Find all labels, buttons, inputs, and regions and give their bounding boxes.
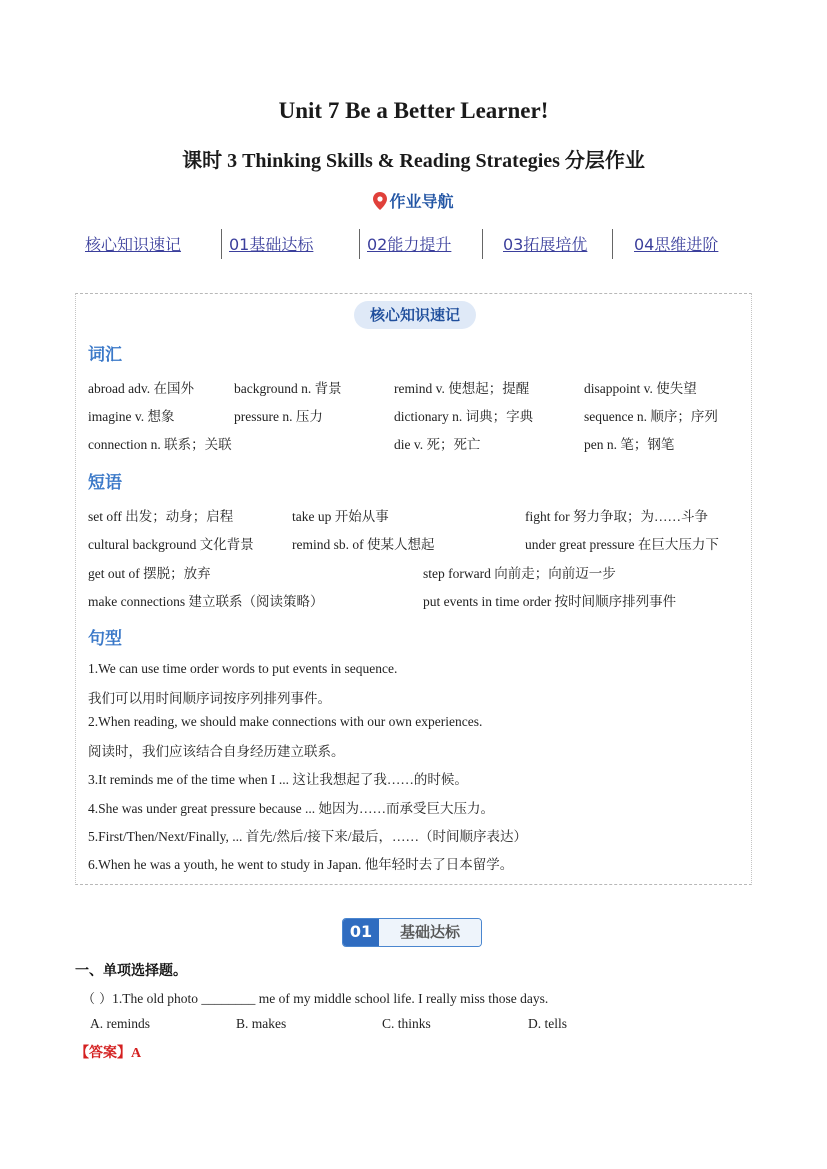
vocab-item: sequence n. 顺序；序列 (584, 409, 718, 424)
phrase-item: take up 开始从事 (292, 509, 389, 524)
nav-divider (359, 229, 360, 259)
option-a[interactable]: A. reminds (90, 1016, 150, 1031)
answer-paren[interactable]: （ ） (82, 992, 113, 1007)
nav-divider (482, 229, 483, 259)
vocab-item: abroad adv. 在国外 (88, 381, 194, 396)
phrase-item: step forward 向前走；向前迈一步 (423, 566, 616, 581)
section-number: 01 (343, 919, 379, 946)
question-stem-line (82, 988, 548, 1007)
phrase-item: make connections 建立联系（阅读策略） (88, 594, 324, 609)
nav-divider (221, 229, 222, 259)
option-c[interactable]: C. thinks (382, 1016, 431, 1031)
vocab-item: dictionary n. 词典；字典 (394, 409, 534, 424)
answer-line (75, 1042, 141, 1062)
sentence-heading: 句型 (88, 629, 122, 649)
nav-link-03[interactable]: 03拓展培优 (503, 235, 588, 254)
vocab-item: connection n. 联系；关联 (88, 437, 232, 452)
vocab-item: pen n. 笔；钢笔 (584, 437, 675, 452)
answer-value: A (131, 1046, 142, 1061)
answer-label: 【答案】 (75, 1045, 131, 1061)
phrase-item: remind sb. of 使某人想起 (292, 537, 435, 552)
page-subtitle: 课时 3 Thinking Skills & Reading Strategies 分层作业 (182, 150, 645, 172)
option-d[interactable]: D. tells (528, 1016, 567, 1031)
phrase-heading: 短语 (88, 473, 122, 493)
sentence-line: 4.She was under great pressure because ... 她因为……而承受巨大压力。 (88, 801, 495, 816)
vocab-item: pressure n. 压力 (234, 409, 323, 424)
nav-link-02[interactable]: 02能力提升 (367, 235, 452, 254)
knowledge-pill: 核心知识速记 (354, 301, 476, 329)
section-label: 基础达标 (379, 919, 481, 946)
vocab-item: remind v. 使想起；提醒 (394, 381, 530, 396)
sentence-line: 3.It reminds me of the time when I ... 这让我想起了我……的时候。 (88, 772, 468, 787)
nav-heading (0, 189, 827, 212)
sentence-line: 阅读时，我们应该结合自身经历建立联系。 (88, 744, 345, 759)
location-pin-icon (373, 192, 387, 210)
sentence-line: 1.We can use time order words to put events in sequence. (88, 661, 398, 676)
vocab-item: die v. 死；死亡 (394, 437, 481, 452)
option-b[interactable]: B. makes (236, 1016, 287, 1031)
phrase-item: under great pressure 在巨大压力下 (525, 537, 719, 552)
phrase-item: put events in time order 按时间顺序排列事件 (423, 594, 677, 609)
sentence-line: 6.When he was a youth, he went to study in Japan. 他年轻时去了日本留学。 (88, 857, 514, 872)
section-01-badge (342, 918, 482, 947)
page-title: Unit 7 Be a Better Learner! (278, 98, 549, 123)
phrase-item: set off 出发；动身；启程 (88, 509, 234, 524)
vocab-heading: 词汇 (88, 345, 122, 365)
nav-link-01[interactable]: 01基础达标 (229, 235, 314, 254)
vocab-item: disappoint v. 使失望 (584, 381, 697, 396)
sentence-line: 2.When reading, we should make connections with our own experiences. (88, 714, 483, 729)
phrase-item: cultural background 文化背景 (88, 537, 254, 552)
phrase-item: fight for 努力争取；为……斗争 (525, 509, 708, 524)
question-stem: 1.The old photo ________ me of my middle school life. I really miss those days. (112, 991, 549, 1006)
nav-divider (612, 229, 613, 259)
phrase-item: get out of 摆脱；放弃 (88, 566, 211, 581)
vocab-item: imagine v. 想象 (88, 409, 175, 424)
nav-heading-text: 作业导航 (389, 192, 454, 211)
question-part-title: 一、单项选择题。 (75, 963, 187, 979)
sentence-line: 5.First/Then/Next/Finally, ... 首先/然后/接下来/最后，……（时间顺序表达） (88, 829, 527, 844)
vocab-item: background n. 背景 (234, 381, 342, 396)
nav-link-core[interactable]: 核心知识速记 (85, 235, 182, 254)
sentence-line: 我们可以用时间顺序词按序列排列事件。 (88, 691, 331, 706)
nav-link-04[interactable]: 04思维进阶 (634, 235, 719, 254)
